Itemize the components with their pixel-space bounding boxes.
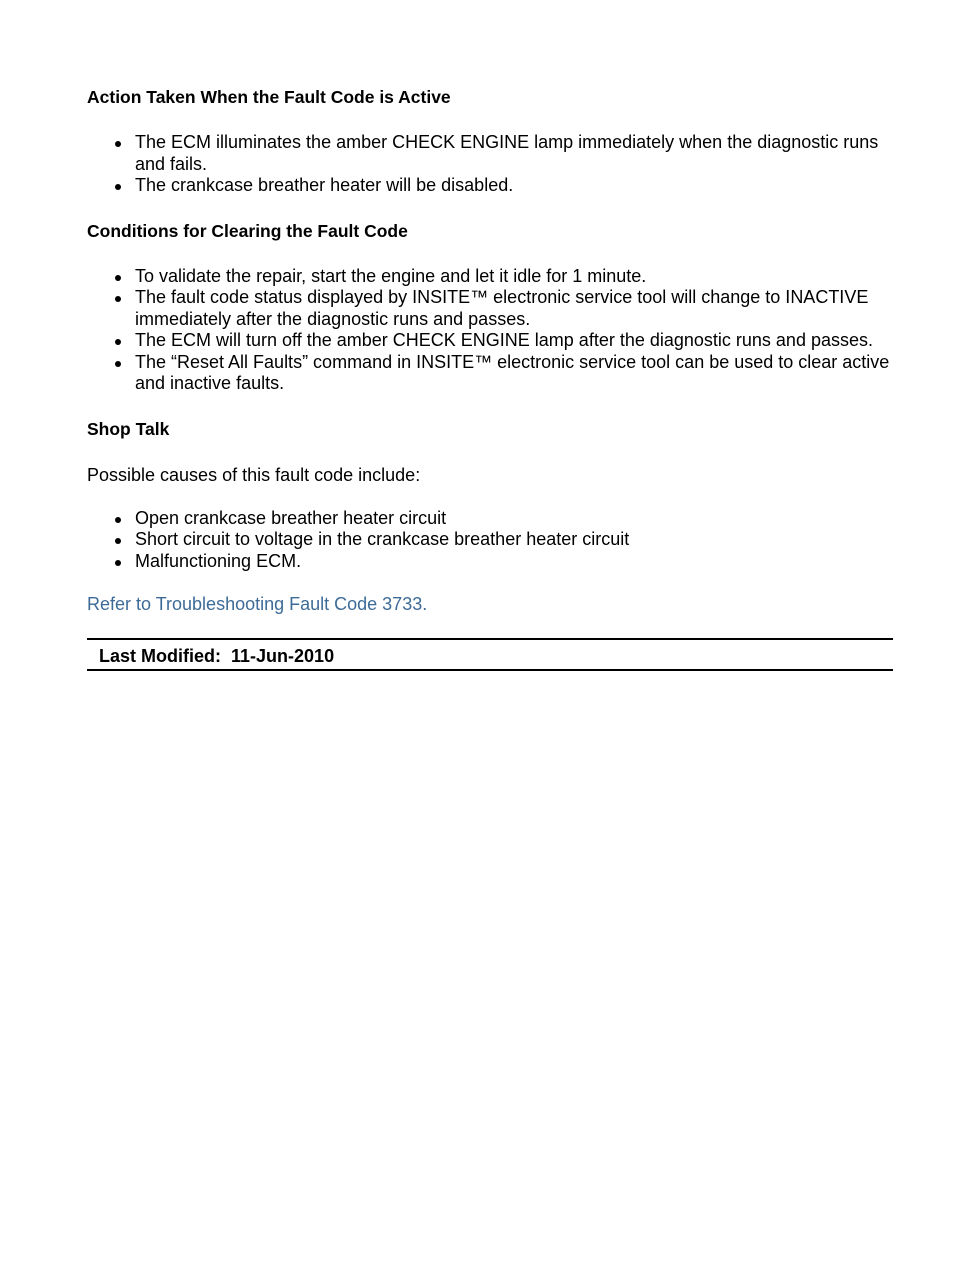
list-item: The crankcase breather heater will be disabled. xyxy=(87,175,893,197)
troubleshooting-link[interactable]: Refer to Troubleshooting Fault Code 3733. xyxy=(87,594,428,614)
causes-list xyxy=(87,508,893,573)
bullet-icon xyxy=(115,560,121,566)
last-modified-label: Last Modified: xyxy=(99,646,221,666)
shop-talk-intro: Possible causes of this fault code include: xyxy=(87,464,421,485)
list-item: Open crankcase breather heater circuit xyxy=(87,508,893,530)
bullet-icon xyxy=(115,517,121,523)
action-list xyxy=(87,132,893,197)
list-item: Short circuit to voltage in the crankcase breather heater circuit xyxy=(87,529,893,551)
document-page xyxy=(87,84,893,671)
bullet-icon xyxy=(115,141,121,147)
list-item: To validate the repair, start the engine and let it idle for 1 minute. xyxy=(87,266,893,288)
section-heading-shop-talk: Shop Talk xyxy=(87,418,170,439)
last-modified-bar xyxy=(87,638,893,671)
bullet-icon xyxy=(115,296,121,302)
section-heading-action: Action Taken When the Fault Code is Active xyxy=(87,87,451,107)
clearing-list xyxy=(87,266,893,395)
list-item: Malfunctioning ECM. xyxy=(87,551,893,573)
bullet-icon xyxy=(115,275,121,281)
list-item: The ECM illuminates the amber CHECK ENGINE lamp immediately when the diagnostic runs and fails. xyxy=(87,132,893,175)
bullet-icon xyxy=(115,339,121,345)
bullet-icon xyxy=(115,538,121,544)
bullet-icon xyxy=(115,361,121,367)
list-item: The “Reset All Faults” command in INSITE™ electronic service tool can be used to clear active and inactive faults. xyxy=(87,352,893,395)
last-modified-date: 11-Jun-2010 xyxy=(231,646,335,666)
section-heading-clearing: Conditions for Clearing the Fault Code xyxy=(87,220,408,241)
list-item: The ECM will turn off the amber CHECK ENGINE lamp after the diagnostic runs and passes. xyxy=(87,330,893,352)
bullet-icon xyxy=(115,184,121,190)
list-item: The fault code status displayed by INSITE™ electronic service tool will change to INACTIVE immediately after the diagnostic runs and passes. xyxy=(87,287,893,330)
